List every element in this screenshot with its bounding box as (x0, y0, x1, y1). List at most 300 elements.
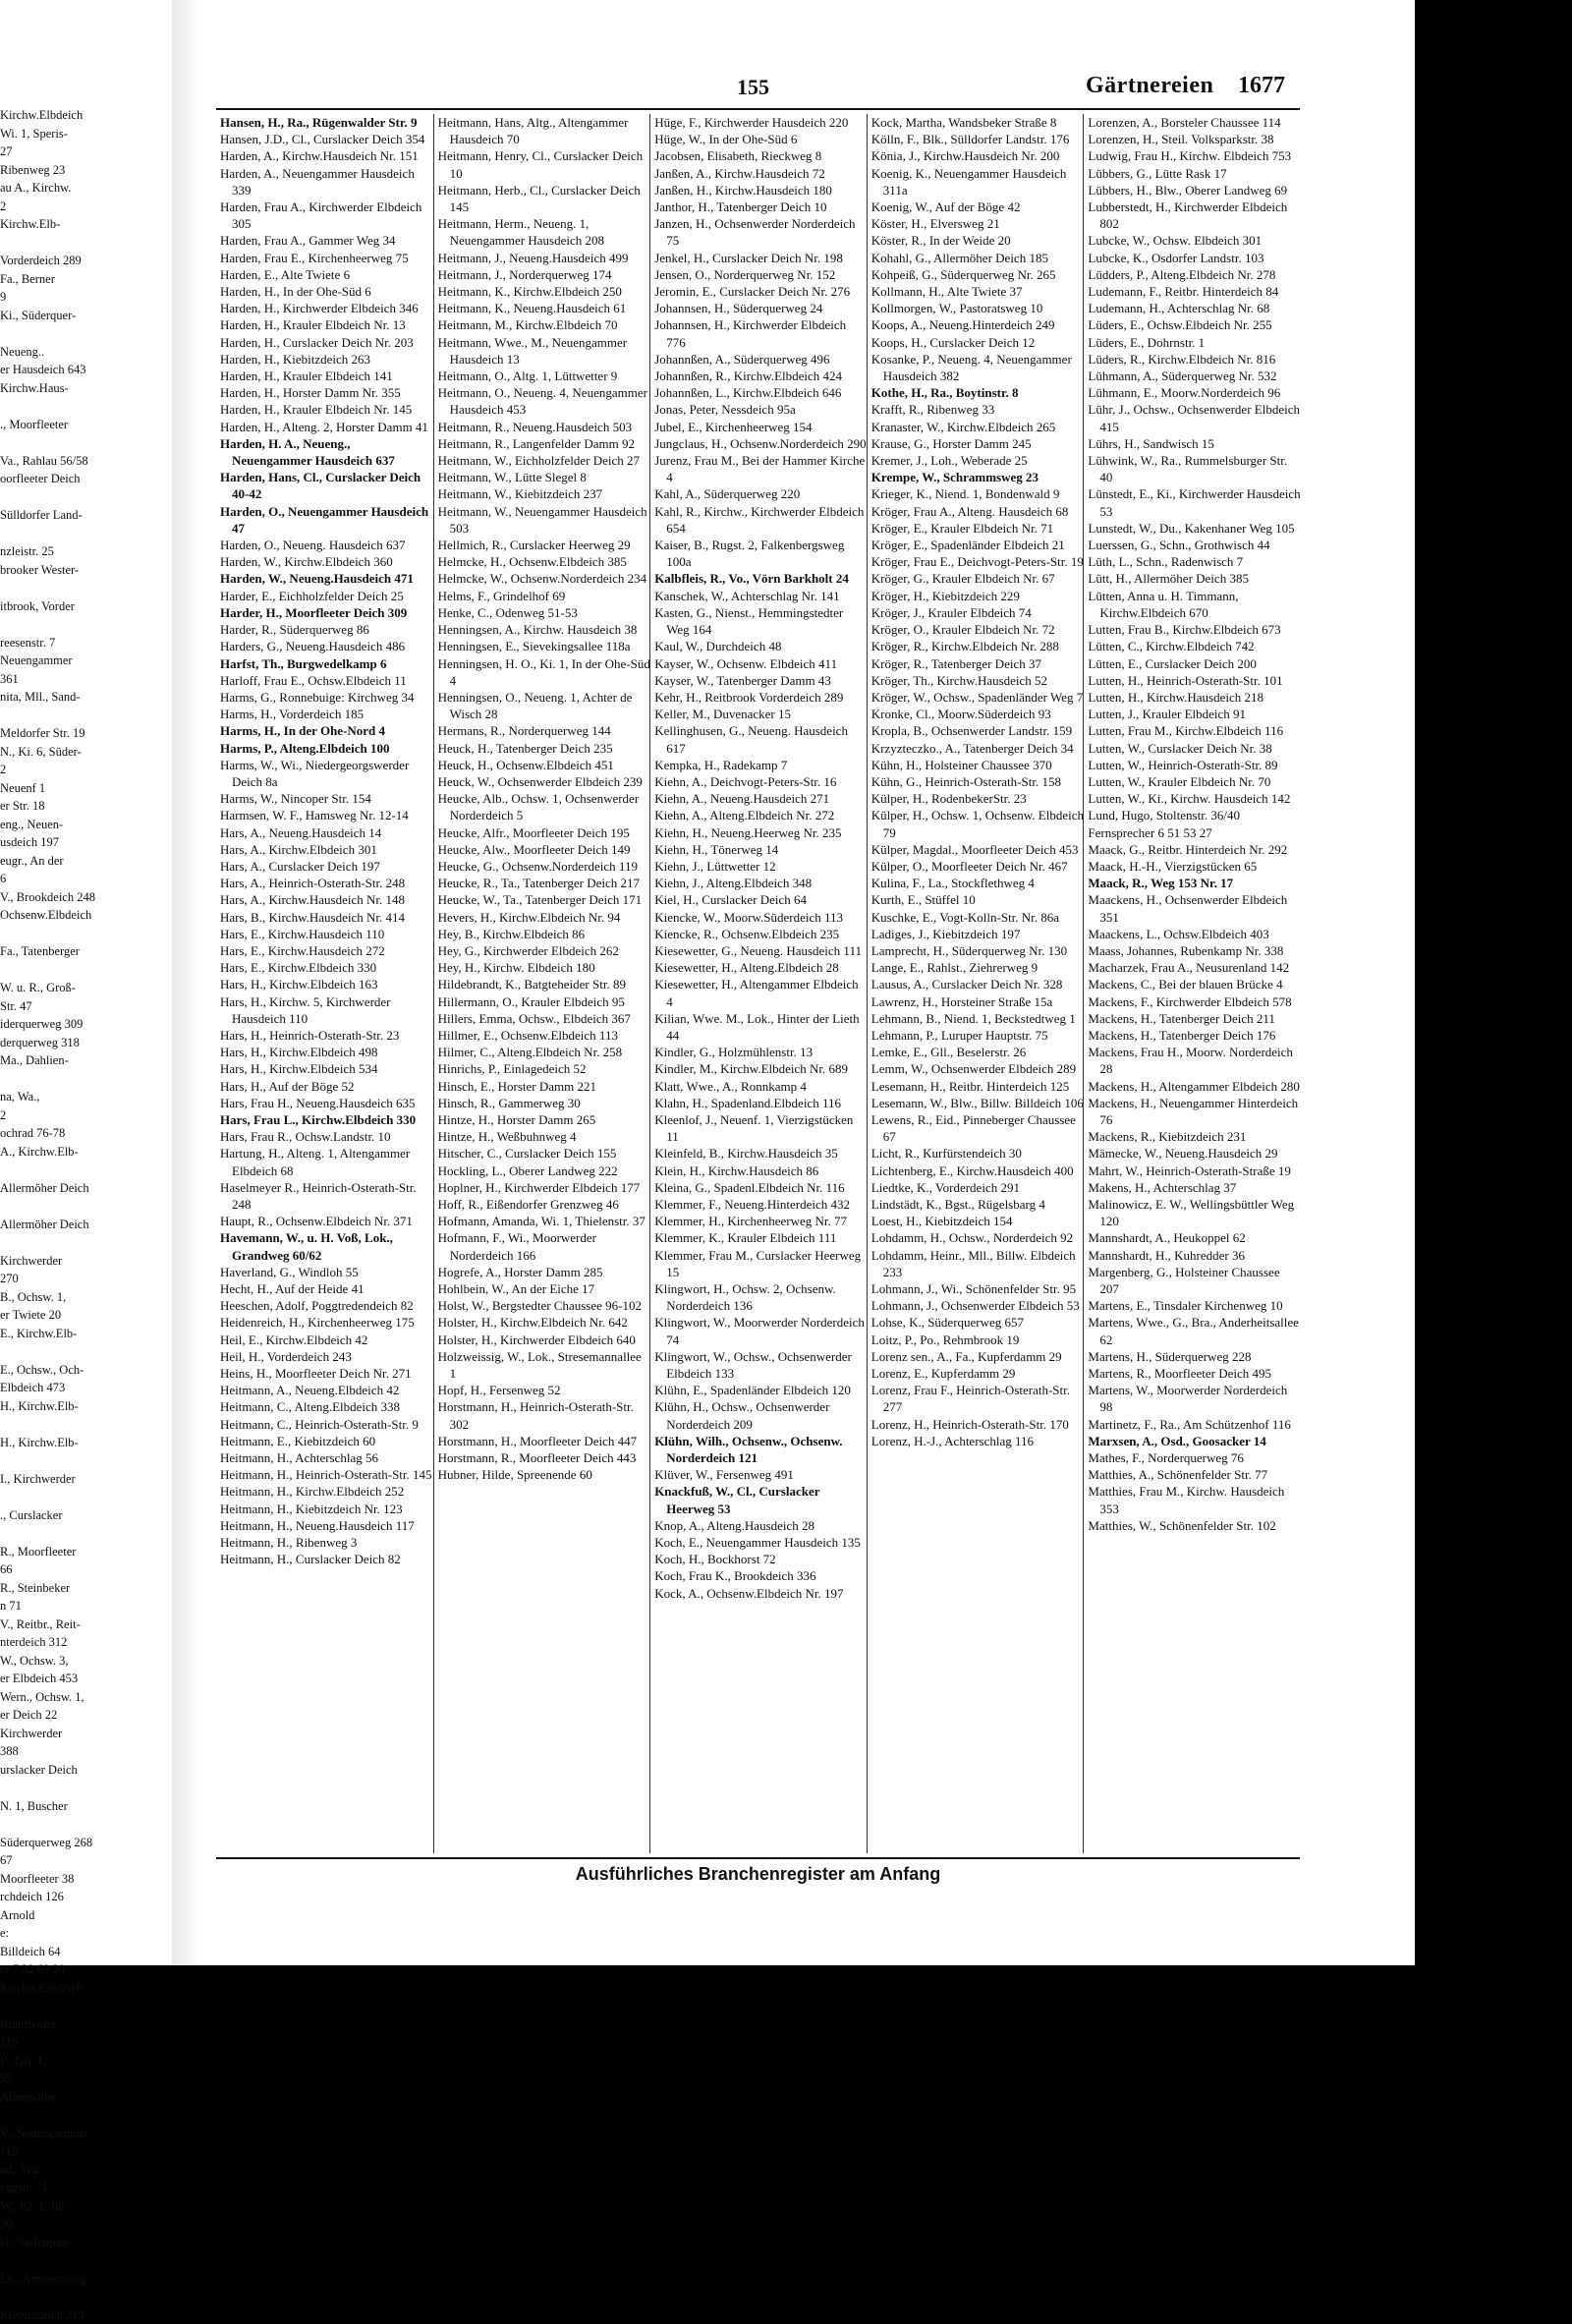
listing-entry: Kröger, Th., Kirchw.Hausdeich 52 (871, 672, 1085, 689)
facing-page-line: Neuengammer (0, 652, 172, 670)
listing-entry: Kiencke, R., Ochsenw.Elbdeich 235 (654, 926, 868, 942)
listing-entry: Harden, Frau A., Kirchwerder Elbdeich 305 (220, 198, 433, 232)
listing-entry: Lange, E., Rahlst., Ziehrerweg 9 (871, 959, 1085, 976)
listing-entry: Harden, W., Kirchw.Elbdeich 360 (220, 553, 433, 570)
listing-entry: Kiesewetter, G., Neueng. Hausdeich 111 (654, 942, 868, 959)
facing-page-line: W. u. R., Groß- (0, 979, 172, 997)
listing-entry: Lüdders, P., Alteng.Elbdeich Nr. 278 (1088, 266, 1301, 283)
listing-entry: Licht, R., Kurfürstendeich 30 (871, 1145, 1085, 1162)
listing-entry: Heins, H., Moorfleeter Deich Nr. 271 (220, 1365, 433, 1382)
facing-page-line: eggstr. 71 (0, 2179, 172, 2197)
listing-entry: Lausus, A., Curslacker Deich Nr. 328 (871, 976, 1085, 992)
listing-entry: Lubberstedt, H., Kirchwerder Elbdeich 802 (1088, 198, 1301, 232)
listing-entry: Lübbers, G., Lütte Rask 17 (1088, 165, 1301, 182)
facing-page-line: derquerweg 318 (0, 1034, 172, 1052)
listing-entry: Ludemann, F., Reitbr. Hinterdeich 84 (1088, 283, 1301, 300)
listing-entry: Heitmann, R., Neueng.Hausdeich 503 (438, 419, 651, 435)
listing-entry: Heitmann, Hans, Altg., Altengammer Hausdeich 70 (438, 114, 651, 147)
facing-page-line: Allermöher Deich (0, 1179, 172, 1198)
listing-entry: Klein, H., Kirchw.Hausdeich 86 (654, 1162, 868, 1179)
listing-entry: Hillermann, O., Krauler Elbdeich 95 (438, 993, 651, 1010)
facing-page-line: eugr., An der (0, 852, 172, 871)
listing-entry: Kiehn, J., Alteng.Elbdeich 348 (654, 875, 868, 891)
listing-entry: Maack, R., Weg 153 Nr. 17 (1088, 875, 1301, 891)
listing-entry: Ludemann, H., Achterschlag Nr. 68 (1088, 300, 1301, 316)
listing-entry: Harden, H., In der Ohe-Süd 6 (220, 283, 433, 300)
listing-entry: Heitmann, R., Langenfelder Damm 92 (438, 435, 651, 452)
listing-entry: Heitmann, W., Kiebitzdeich 237 (438, 485, 651, 502)
listing-entry: Harden, A., Kirchw.Hausdeich Nr. 151 (220, 147, 433, 164)
listing-entry: Klühn, H., Ochsw., Ochsenwerder Norderdeich 209 (654, 1398, 868, 1432)
listing-entry: Kronke, Cl., Moorw.Süderdeich 93 (871, 706, 1085, 722)
listing-entry: Loitz, P., Po., Rehmbrook 19 (871, 1332, 1085, 1348)
listing-entry: Hinrichs, P., Einlagedeich 52 (438, 1060, 651, 1077)
listing-entry: Kröger, R., Tatenberger Deich 37 (871, 655, 1085, 672)
listing-entry: Kollmorgen, W., Pastoratsweg 10 (871, 300, 1085, 316)
facing-page-line: 2 (0, 761, 172, 779)
facing-page-line: Lu., Ammernweg (0, 2270, 172, 2289)
facing-page-line: nterdeich 312 (0, 1633, 172, 1652)
listing-entry: Helmcke, H., Ochsenw.Elbdeich 385 (438, 553, 651, 570)
listing-entry: Köster, R., In der Weide 20 (871, 232, 1085, 249)
facing-page-line (0, 1415, 172, 1434)
listing-entry: Hofmann, F., Wi., Moorwerder Norderdeich 166 (438, 1229, 651, 1263)
facing-page-line: brooker Wester- (0, 561, 172, 580)
listing-entry: Külper, H., RodenbekerStr. 23 (871, 790, 1085, 807)
listing-entry: Heucke, G., Ochsenw.Norderdeich 119 (438, 858, 651, 875)
listing-entry: Matthies, Frau M., Kirchw. Hausdeich 353 (1088, 1483, 1301, 1516)
listing-entry: Marxsen, A., Osd., Goosacker 14 (1088, 1433, 1301, 1449)
facing-page-line: W., Ochsw. 3, (0, 1652, 172, 1671)
listing-entry: Harden, H., Horster Damm Nr. 355 (220, 384, 433, 401)
listing-entry: Kröger, J., Krauler Elbdeich 74 (871, 604, 1085, 621)
listing-entry: Kleenlof, J., Neuenf. 1, Vierzigstücken 11 (654, 1111, 868, 1145)
listing-column-5 (1083, 114, 1301, 1853)
listing-entry: Hars, H., Kirchw.Elbdeich 534 (220, 1060, 433, 1077)
facing-page-line: Ki., Süderquer- (0, 307, 172, 325)
facing-page-line: Süderquerweg 268 (0, 1834, 172, 1852)
listing-entry: Maass, Johannes, Rubenkamp Nr. 338 (1088, 942, 1301, 959)
listing-entry: Keller, M., Duvenacker 15 (654, 706, 868, 722)
listing-entry: Mackens, Frau H., Moorw. Norderdeich 28 (1088, 1044, 1301, 1077)
listing-entry: Lutten, W., Krauler Elbdeich Nr. 70 (1088, 773, 1301, 790)
listing-entry: Klingwort, W., Moorwerder Norderdeich 74 (654, 1314, 868, 1347)
facing-page-line (0, 397, 172, 416)
facing-page-line: nzleistr. 25 (0, 542, 172, 561)
listing-entry: Lutten, W., Heinrich-Osterath-Str. 89 (1088, 757, 1301, 773)
listing-entry: Krempe, W., Schrammsweg 23 (871, 469, 1085, 485)
facing-page-line: 55 (0, 2069, 172, 2088)
listing-entry: Külper, O., Moorfleeter Deich Nr. 467 (871, 858, 1085, 875)
listing-entry: Heitmann, Henry, Cl., Curslacker Deich 10 (438, 147, 651, 181)
listing-entry: Heitmann, K., Kirchw.Elbdeich 250 (438, 283, 651, 300)
facing-page-line: Kirchwerder (0, 1252, 172, 1271)
listing-entry: Hüge, W., In der Ohe-Süd 6 (654, 131, 868, 147)
listing-entry: Hansen, H., Ra., Rügenwalder Str. 9 (220, 114, 433, 131)
facing-page-line: W., Ki. 1, Jüt- (0, 2197, 172, 2216)
listing-entry: Hecht, H., Auf der Heide 41 (220, 1280, 433, 1297)
listing-entry: Heitmann, E., Kiebitzdeich 60 (220, 1433, 433, 1449)
listing-entry: Heitmann, H., Ribenweg 3 (220, 1534, 433, 1551)
listing-entry: Lubcke, W., Ochsw. Elbdeich 301 (1088, 232, 1301, 249)
listing-entry: Krafft, R., Ribenweg 33 (871, 401, 1085, 418)
facing-page-line: ., Moorfleeter (0, 416, 172, 434)
listing-entry: Heitmann, H., Heinrich-Osterath-Str. 145 (220, 1466, 433, 1483)
facing-page-line: I., Kirchwerder (0, 1470, 172, 1489)
listing-entry: Hars, H., Kirchw. 5, Kirchwerder Hausdeich 110 (220, 993, 433, 1027)
listing-entry: Lühmann, A., Süderquerweg Nr. 532 (1088, 368, 1301, 384)
facing-page-line: Ochsenw.Elbdeich (0, 906, 172, 925)
facing-page-line: 66 (0, 1560, 172, 1579)
listing-entry: Kuschke, E., Vogt-Kolln-Str. Nr. 86a (871, 909, 1085, 926)
listing-entry: Lührs, H., Sandwisch 15 (1088, 435, 1301, 452)
listing-entry: Harden, Hans, Cl., Curslacker Deich 40-42 (220, 469, 433, 502)
listing-entry: Kleina, G., Spadenl.Elbdeich Nr. 116 (654, 1179, 868, 1196)
listing-entry: Harden, Frau E., Kirchenheerweg 75 (220, 250, 433, 266)
listing-entry: Heitmann, O., Altg. 1, Lüttwetter 9 (438, 368, 651, 384)
listing-entry: Heitmann, M., Kirchw.Elbdeich 70 (438, 316, 651, 333)
facing-page-line: itbrook, Vorder (0, 597, 172, 616)
facing-page-line (0, 615, 172, 634)
facing-page-line: B., Ochsw. 1, (0, 1288, 172, 1307)
facing-page-line: na, Wa., (0, 1088, 172, 1106)
facing-page-line: H., Süderquer- (0, 2234, 172, 2252)
listing-entry: Janzen, H., Ochsenwerder Norderdeich 75 (654, 215, 868, 249)
listing-entry: Jurenz, Frau M., Bei der Hammer Kirche 4 (654, 452, 868, 485)
listing-entry: Margenberg, G., Holsteiner Chaussee 207 (1088, 1264, 1301, 1297)
facing-page-line: eng., Neuen- (0, 816, 172, 834)
listing-entry: Lorenz, E., Kupferdamm 29 (871, 1365, 1085, 1382)
facing-page-line: er Twiete 20 (0, 1306, 172, 1325)
facing-page-line: Fa., Tatenberger (0, 942, 172, 961)
listing-entry: Könia, J., Kirchw.Hausdeich Nr. 200 (871, 147, 1085, 164)
listing-entry: Harden, E., Alte Twiete 6 (220, 266, 433, 283)
listing-entry: Hars, A., Curslacker Deich 197 (220, 858, 433, 875)
listing-entry: Hey, B., Kirchw.Elbdeich 86 (438, 926, 651, 942)
listing-entry: Ladiges, J., Kiebitzdeich 197 (871, 926, 1085, 942)
listing-entry: Hildebrandt, K., Batgteheider Str. 89 (438, 976, 651, 992)
listing-entry: Hartung, H., Alteng. 1, Altengammer Elbdeich 68 (220, 1145, 433, 1178)
listing-entry: Lehmann, P., Luruper Hauptstr. 75 (871, 1027, 1085, 1044)
listing-entry: Heitmann, J., Neueng.Hausdeich 499 (438, 250, 651, 266)
facing-page-line: 27 (0, 142, 172, 161)
facing-page-line (0, 2251, 172, 2270)
facing-page-line (0, 925, 172, 943)
listing-entry: Maack, G., Reitbr. Hinterdeich Nr. 292 (1088, 841, 1301, 858)
listing-entry: Kollmann, H., Alte Twiete 37 (871, 283, 1085, 300)
facing-page-line (0, 234, 172, 253)
listing-entry: Janßen, H., Kirchw.Hausdeich 180 (654, 182, 868, 198)
listing-entry: Koch, H., Bockhorst 72 (654, 1551, 868, 1567)
listing-entry: Koops, A., Neueng.Hinterdeich 249 (871, 316, 1085, 333)
listing-entry: Harden, A., Neuengammer Hausdeich 339 (220, 165, 433, 198)
listing-entry: Martinetz, F., Ra., Am Schützenhof 116 (1088, 1416, 1301, 1433)
listing-entry: Jensen, O., Norderquerweg Nr. 152 (654, 266, 868, 283)
facing-page-line: Wern., Ochsw. 1, (0, 1688, 172, 1707)
listing-entry: Havemann, W., u. H. Voß, Lok., Grandweg 60/62 (220, 1229, 433, 1263)
facing-page-line (0, 488, 172, 507)
facing-page-line: ., Curslacker (0, 1506, 172, 1525)
listing-entry: Lutten, W., Curslacker Deich Nr. 38 (1088, 740, 1301, 757)
listing-column-1 (216, 114, 433, 1853)
listing-entry: Klemmer, Frau M., Curslacker Heerweg 15 (654, 1247, 868, 1280)
listing-entry: Lutten, Frau M., Kirchw.Elbdeich 116 (1088, 722, 1301, 739)
listing-entry: Hofmann, Amanda, Wi. 1, Thielenstr. 37 (438, 1213, 651, 1229)
listing-entry: Hilmer, C., Alteng.Elbdeich Nr. 258 (438, 1044, 651, 1060)
facing-page-line (0, 1197, 172, 1216)
listing-entry: Hellmich, R., Curslacker Heerweg 29 (438, 537, 651, 553)
listing-entry: Heitmann, W., Eichholzfelder Deich 27 (438, 452, 651, 469)
listing-entry: Lorenzen, A., Borsteler Chaussee 114 (1088, 114, 1301, 131)
listing-entry: Hars, A., Neueng.Hausdeich 14 (220, 824, 433, 841)
facing-page-line (0, 1997, 172, 2015)
listing-entry: Maack, H.-H., Vierzigstücken 65 (1088, 858, 1301, 875)
listing-entry: Hars, H., Kirchw.Elbdeich 498 (220, 1044, 433, 1060)
listing-entry: Lemke, E., Gll., Beselerstr. 26 (871, 1044, 1085, 1060)
listing-entry: Fernsprecher 6 51 53 27 (1088, 824, 1301, 841)
listing-entry: Kölln, F., Blk., Sülldorfer Landstr. 176 (871, 131, 1085, 147)
facing-page-line (0, 1342, 172, 1361)
page-number-left: 155 (737, 75, 769, 100)
listing-entry: Hinsch, R., Gammerweg 30 (438, 1095, 651, 1111)
listing-entry: Heitmann, Herm., Neueng. 1, Neuengammer Hausdeich 208 (438, 215, 651, 249)
facing-page-line: Kiebitzdeich 213 (0, 2306, 172, 2324)
listing-entry: Klühn, E., Spadenländer Elbdeich 120 (654, 1382, 868, 1398)
listing-entry: Johannßen, A., Süderquerweg 496 (654, 351, 868, 368)
listing-entry: Kalbfleis, R., Vo., Vörn Barkholt 24 (654, 570, 868, 587)
listing-entry: Lubcke, K., Osdorfer Landstr. 103 (1088, 250, 1301, 266)
listing-entry: Johannsen, H., Kirchwerder Elbdeich 776 (654, 316, 868, 350)
listing-entry: Kranaster, W., Kirchw.Elbdeich 265 (871, 419, 1085, 435)
facing-page-line: Moorfleeter 38 (0, 1870, 172, 1889)
listing-entry: Harms, G., Ronnebuige: Kirchweg 34 (220, 689, 433, 706)
listing-entry: Johannßen, R., Kirchw.Elbdeich 424 (654, 368, 868, 384)
listing-entry: Liedtke, K., Vorderdeich 291 (871, 1179, 1085, 1196)
listing-entry: Lohdamm, Heinr., Mll., Billw. Elbdeich 233 (871, 1247, 1085, 1280)
listing-entry: Heuck, H., Tatenberger Deich 235 (438, 740, 651, 757)
listing-column-3 (649, 114, 868, 1853)
listing-entry: Heitmann, W., Neuengammer Hausdeich 503 (438, 503, 651, 537)
facing-page-line: E., Kirchw.Elb- (0, 1325, 172, 1343)
listing-entry: Henningsen, A., Kirchw. Hausdeich 38 (438, 621, 651, 638)
facing-page-line (0, 1451, 172, 1470)
listing-entry: Kremer, J., Loh., Weberade 25 (871, 452, 1085, 469)
footer-note: Ausführliches Branchenregister am Anfang (216, 1864, 1300, 1885)
listing-entry: Lehmann, B., Niend. 1, Beckstedtweg 1 (871, 1010, 1085, 1027)
listing-entry: Martens, W., Moorwerder Norderdeich 98 (1088, 1382, 1301, 1415)
listing-entry: Mackens, C., Bei der blauen Brücke 4 (1088, 976, 1301, 992)
facing-page-line: 6 (0, 870, 172, 888)
listing-entry: Janthor, H., Tatenberger Deich 10 (654, 198, 868, 215)
listing-entry: Kellinghusen, G., Neueng. Hausdeich 617 (654, 722, 868, 756)
listing-entry: Kleinfeld, B., Kirchw.Hausdeich 35 (654, 1145, 868, 1162)
facing-page-line: N. 1, Buscher (0, 1797, 172, 1816)
facing-page-line: R., Steinbeker (0, 1579, 172, 1598)
listing-entry: Horstmann, H., Moorfleeter Deich 447 (438, 1433, 651, 1449)
facing-page-line: Billdeich 64 (0, 1943, 172, 1961)
facing-page-line: Meldorfer Str. 19 (0, 724, 172, 743)
listing-entry: Lüth, L., Schn., Radenwisch 7 (1088, 553, 1301, 570)
listing-entry: Kahl, A., Süderquerweg 220 (654, 485, 868, 502)
listing-entry: Hars, Frau L., Kirchw.Elbdeich 330 (220, 1111, 433, 1128)
listing-entry: Kiehn, H., Neueng.Heerweg Nr. 235 (654, 824, 868, 841)
page-number-right: 1677 (1238, 73, 1285, 99)
listing-entry: Kehr, H., Reitbrook Vorderdeich 289 (654, 689, 868, 706)
listing-entry: Hars, E., Kirchw.Hausdeich 110 (220, 926, 433, 942)
listing-entry: Krzyzteczko., A., Tatenberger Deich 34 (871, 740, 1085, 757)
listing-entry: Krieger, K., Niend. 1, Bondenwald 9 (871, 485, 1085, 502)
listing-entry: Lütten, C., Kirchw.Elbdeich 742 (1088, 638, 1301, 654)
facing-page-line: rchdeich 126 (0, 1888, 172, 1906)
facing-page-line: P., Gll. 1, (0, 2052, 172, 2070)
facing-page-line: Ma., Dahlien- (0, 1051, 172, 1070)
listing-entry: Harden, H. A., Neueng., Neuengammer Hausdeich 637 (220, 435, 433, 469)
listing-entry: Lutten, Frau B., Kirchw.Elbdeich 673 (1088, 621, 1301, 638)
facing-page-line: Ribenweg 23 (0, 161, 172, 180)
listing-entry: Hinsch, E., Horster Damm 221 (438, 1078, 651, 1095)
listing-entry: Kröger, Frau A., Alteng. Hausdeich 68 (871, 503, 1085, 520)
listing-entry: Heitmann, J., Norderquerweg 174 (438, 266, 651, 283)
facing-page-line: er Elbdeich 453 (0, 1670, 172, 1688)
listing-entry: Lunstedt, W., Du., Kakenhaner Weg 105 (1088, 520, 1301, 537)
listing-entry: Heeschen, Adolf, Poggtredendeich 82 (220, 1297, 433, 1314)
facing-page-line (0, 961, 172, 980)
facing-page-line: Kirchw.Elb- (0, 215, 172, 234)
listing-entry: Heitmann, H., Neueng.Hausdeich 117 (220, 1517, 433, 1534)
facing-page-line (0, 433, 172, 452)
listing-entry: Harden, O., Neueng. Hausdeich 637 (220, 537, 433, 553)
listing-entry: Hohlbein, W., An der Eiche 17 (438, 1280, 651, 1297)
facing-page-line: V., Neuengammer (0, 2125, 172, 2143)
listing-entry: Hitscher, C., Curslacker Deich 155 (438, 1145, 651, 1162)
facing-page-line: V., Reitbr., Reit- (0, 1615, 172, 1634)
listing-entry: Maackens, H., Ochsenwerder Elbdeich 351 (1088, 891, 1301, 925)
listing-entry: Kock, A., Ochsenw.Elbdeich Nr. 197 (654, 1585, 868, 1602)
listing-entry: Hars, A., Kirchw.Elbdeich 301 (220, 841, 433, 858)
listing-entry: Mackens, H., Tatenberger Deich 211 (1088, 1010, 1301, 1027)
listing-entry: Lesemann, H., Reitbr. Hinterdeich 125 (871, 1078, 1085, 1095)
facing-page-line: 2 (0, 198, 172, 216)
listing-entry: Heitmann, H., Kiebitzdeich Nr. 123 (220, 1501, 433, 1517)
listing-entry: Hoff, R., Eißendorfer Grenzweg 46 (438, 1196, 651, 1213)
listing-entry: Harden, H., Kirchwerder Elbdeich 346 (220, 300, 433, 316)
listing-entry: Malinowicz, E. W., Wellingsbüttler Weg 120 (1088, 1196, 1301, 1229)
listing-entry: Kayser, W., Ochsenw. Elbdeich 411 (654, 655, 868, 672)
facing-page-line: iderquerweg 309 (0, 1015, 172, 1034)
facing-page-line: er Hausdeich 643 (0, 361, 172, 379)
facing-page-line: Va., Rahlau 56/58 (0, 452, 172, 471)
listing-entry: Hopf, H., Fersenweg 52 (438, 1382, 651, 1398)
listing-entry: Kröger, Frau E., Deichvogt-Peters-Str. 19 (871, 553, 1085, 570)
listing-entry: Lütten, E., Curslacker Deich 200 (1088, 655, 1301, 672)
listing-entry: Horstmann, H., Heinrich-Osterath-Str. 302 (438, 1398, 651, 1432)
listing-entry: Hars, B., Kirchw.Hausdeich Nr. 414 (220, 909, 433, 926)
listing-entry: Lüders, R., Kirchw.Elbdeich Nr. 816 (1088, 351, 1301, 368)
facing-page-line: Kirchw.Elbdeich (0, 1979, 172, 1998)
listing-entry: Holzweissig, W., Lok., Stresemannallee 1 (438, 1348, 651, 1382)
facing-page-line (0, 1524, 172, 1543)
listing-entry: Lesemann, W., Blw., Billw. Billdeich 106 (871, 1095, 1085, 1111)
listing-entry: Hars, Frau R., Ochsw.Landstr. 10 (220, 1128, 433, 1145)
listing-entry: Martens, R., Moorfleeter Deich 495 (1088, 1365, 1301, 1382)
facing-page-line: 270 (0, 1270, 172, 1288)
listing-entry: Lühwink, W., Ra., Rummelsburger Str. 40 (1088, 452, 1301, 485)
listing-entry: Harfst, Th., Burgwedelkamp 6 (220, 655, 433, 672)
listing-entry: Heil, H., Vorderdeich 243 (220, 1348, 433, 1365)
listing-entry: Harmsen, W. F., Hamsweg Nr. 12-14 (220, 807, 433, 823)
listing-entry: Haupt, R., Ochsenw.Elbdeich Nr. 371 (220, 1213, 433, 1229)
listing-entry: Matthies, W., Schönenfelder Str. 102 (1088, 1517, 1301, 1534)
facing-page-line: Wi. 1, Speris- (0, 125, 172, 143)
listing-entry: Harden, Frau A., Gammer Weg 34 (220, 232, 433, 249)
facing-page-strip (0, 106, 174, 1924)
listing-entry: Kosanke, P., Neueng. 4, Neuengammer Hausdeich 382 (871, 351, 1085, 384)
listing-entry: Hars, A., Kirchw.Hausdeich Nr. 148 (220, 891, 433, 908)
listing-entry: Lühmann, E., Moorw.Norderdeich 96 (1088, 384, 1301, 401)
listing-entry: Klühn, Wilh., Ochsenw., Ochsenw. Norderdeich 121 (654, 1433, 868, 1466)
listing-entry: Kühn, G., Heinrich-Osterath-Str. 158 (871, 773, 1085, 790)
listing-entry: Kindler, G., Holzmühlenstr. 13 (654, 1044, 868, 1060)
listing-entry: Heitmann, H., Curslacker Deich 82 (220, 1551, 433, 1567)
listing-entry: Helmcke, W., Ochsenw.Norderdeich 234 (438, 570, 651, 587)
listing-entry: Heitmann, Wwe., M., Neuengammer Hausdeich 13 (438, 334, 651, 368)
listing-column-4 (867, 114, 1085, 1853)
facing-page-line: oorfleeter Deich (0, 470, 172, 488)
listing-entry: Macharzek, Frau A., Neusurenland 142 (1088, 959, 1301, 976)
listing-entry: Makens, H., Achterschlag 37 (1088, 1179, 1301, 1196)
listing-entry: Lübbers, H., Blw., Oberer Landweg 69 (1088, 182, 1301, 198)
facing-page-line: e: (0, 1924, 172, 1943)
listing-entry: Lamprecht, H., Süderquerweg Nr. 130 (871, 942, 1085, 959)
listing-entry: Mackens, F., Kirchwerder Elbdeich 578 (1088, 993, 1301, 1010)
listing-entry: Hars, H., Auf der Böge 52 (220, 1078, 433, 1095)
listing-entry: Janßen, A., Kirchw.Hausdeich 72 (654, 165, 868, 182)
listing-entry: Kiesewetter, H., Altengammer Elbdeich 4 (654, 976, 868, 1009)
listing-entry: Johannsen, H., Süderquerweg 24 (654, 300, 868, 316)
facing-page-line (0, 1161, 172, 1179)
listing-entry: Lichtenberg, E., Kirchw.Hausdeich 400 (871, 1162, 1085, 1179)
listing-entry: Heuck, H., Ochsenw.Elbdeich 451 (438, 757, 651, 773)
listing-entry: Harms, W., Nincoper Str. 154 (220, 790, 433, 807)
listing-entry: Haverland, G., Windloh 55 (220, 1264, 433, 1280)
listing-entry: Harden, W., Neueng.Hausdeich 471 (220, 570, 433, 587)
listing-entry: Henningsen, H. O., Ki. 1, In der Ohe-Süd 4 (438, 655, 651, 689)
listing-entry: Martens, H., Süderquerweg 228 (1088, 1348, 1301, 1365)
listing-entry: Harms, H., In der Ohe-Nord 4 (220, 722, 433, 739)
listing-entry: Kröger, H., Kiebitzdeich 229 (871, 588, 1085, 604)
facing-page-line: 361 (0, 670, 172, 689)
facing-page-line: Kirchwerder (0, 1725, 172, 1743)
listing-entry: Lohdamm, H., Ochsw., Norderdeich 92 (871, 1229, 1085, 1246)
facing-page-line: R., Moorfleeter (0, 1543, 172, 1561)
listing-entry: Külper, Magdal., Moorfleeter Deich 453 (871, 841, 1085, 858)
listing-entry: Loest, H., Kiebitzdeich 154 (871, 1213, 1085, 1229)
listing-entry: Kulina, F., La., Stockflethweg 4 (871, 875, 1085, 891)
listing-entry: Holster, H., Kirchwerder Elbdeich 640 (438, 1332, 651, 1348)
listing-entry: Kurth, E., Stüffel 10 (871, 891, 1085, 908)
listing-entry: Lemm, W., Ochsenwerder Elbdeich 289 (871, 1060, 1085, 1077)
listing-entry: Heucke, R., Ta., Tatenberger Deich 217 (438, 875, 651, 891)
listing-entry: Mackens, H., Tatenberger Deich 176 (1088, 1027, 1301, 1044)
listing-entry: Klingwort, H., Ochsw. 2, Ochsenw. Norderdeich 136 (654, 1280, 868, 1314)
facing-page-line: Kirchw.Elbdeich (0, 106, 172, 125)
listing-entry: Mannshardt, H., Kuhredder 36 (1088, 1247, 1301, 1264)
listing-entry: Lund, Hugo, Stoltenstr. 36/40 (1088, 807, 1301, 823)
listing-entry: Hevers, H., Kirchw.Elbdeich Nr. 94 (438, 909, 651, 926)
listing-entry: Hars, E., Kirchw.Elbdeich 330 (220, 959, 433, 976)
listing-entry: Harden, O., Neuengammer Hausdeich 47 (220, 503, 433, 537)
listing-entry: Kiehn, A., Alteng.Elbdeich Nr. 272 (654, 807, 868, 823)
